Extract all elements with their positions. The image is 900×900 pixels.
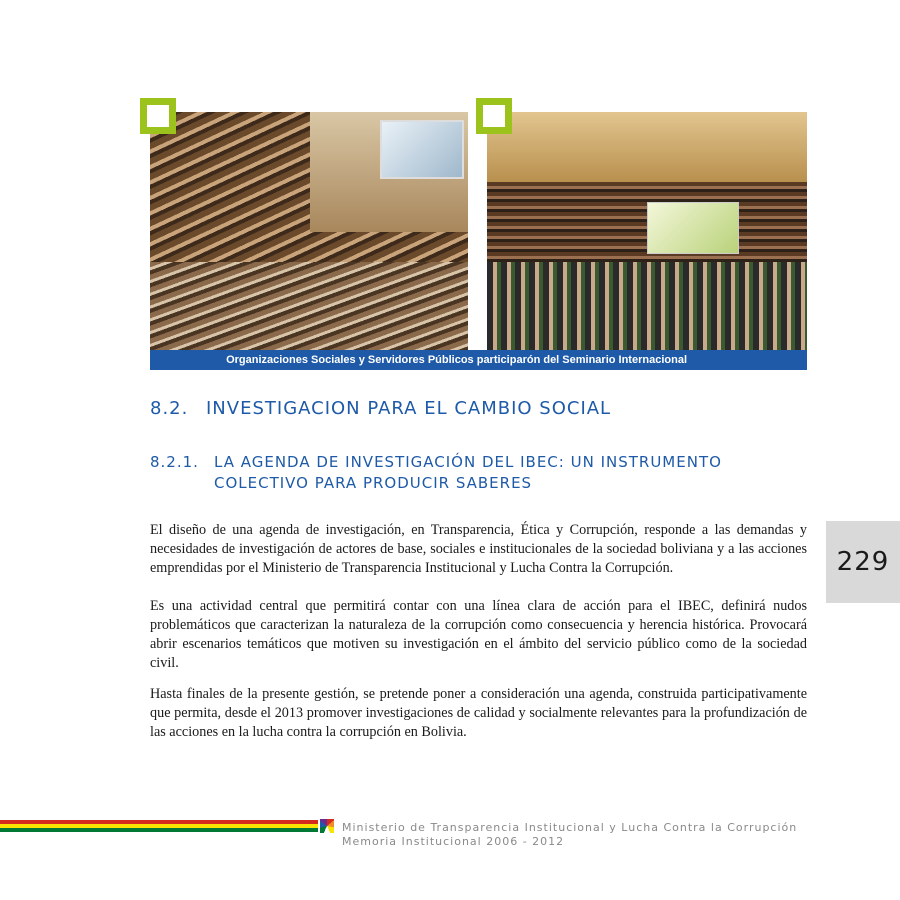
photo-audience-rows xyxy=(150,262,468,352)
photo-plenary-session xyxy=(150,112,468,352)
page-number: 229 xyxy=(836,547,890,577)
photo-projection-screen xyxy=(380,120,464,179)
subsection-title: LA AGENDA DE INVESTIGACIÓN DEL IBEC: UN INSTRUMENTO COLECTIVO PARA PRODUCIR SABERES xyxy=(214,453,722,492)
footer-memoria: Memoria Institucional 2006 - 2012 xyxy=(342,835,565,848)
paragraph: El diseño de una agenda de investigación, en Transparencia, Ética y Corrupción, responde a las demandas y necesidades de investigación de actores de base, sociales e institucionales de la sociedad boliviana y a las acciones emprendidas por el Ministerio de Transparencia Institucional y Lucha Contra la Corrupción. xyxy=(150,522,807,576)
subsection-number: 8.2.1. xyxy=(150,453,199,471)
decorative-square-icon xyxy=(140,98,176,134)
page-number-tab xyxy=(826,521,900,603)
wiphala-icon xyxy=(320,819,334,833)
footer xyxy=(342,821,797,849)
photo-crowd xyxy=(487,262,807,352)
photo-banner xyxy=(647,202,739,254)
bolivian-flag-stripes xyxy=(0,820,318,832)
footer-ministry: Ministerio de Transparencia Institucional y Lucha Contra la Corrupción xyxy=(342,821,798,834)
decorative-square-icon xyxy=(476,98,512,134)
photo-auditorium-audience xyxy=(487,112,807,352)
section-number: 8.2. xyxy=(150,398,189,419)
section-title: INVESTIGACION PARA EL CAMBIO SOCIAL xyxy=(206,398,612,419)
section-heading xyxy=(150,398,611,419)
figure-caption: Organizaciones Sociales y Servidores Públicos participarón del Seminario Internacional xyxy=(150,350,807,370)
paragraph: Es una actividad central que permitirá contar con una línea clara de acción para el IBEC, definirá nudos problemáticos que caracterizan la naturaleza de la corrupción como consecuencia y herencia histórica. Provocará abrir escenarios temáticos que motiven su investigación en el ámbito del servicio público como de la sociedad civil. xyxy=(150,598,807,671)
photo-ceiling xyxy=(487,112,807,182)
paragraph: Hasta finales de la presente gestión, se pretende poner a consideración una agenda, construida participativamente que permita, desde el 2013 promover investigaciones de calidad y socialmente relevantes para la profundización de las acciones en la lucha contra la corrupción en Bolivia. xyxy=(150,686,807,740)
